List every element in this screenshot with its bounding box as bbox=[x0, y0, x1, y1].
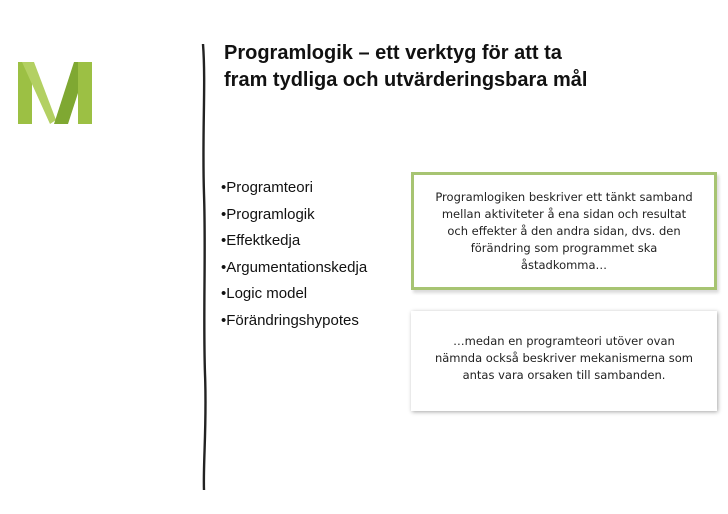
programlogik-description-line: mellan aktiviteter å ena sidan och resultat bbox=[441, 206, 687, 221]
programlogik-description-line: förändring som programmet ska bbox=[470, 240, 658, 255]
programteori-description-line: antas vara orsaken till sambanden. bbox=[462, 367, 666, 382]
programlogik-description-line: och effekter å den andra sidan, dvs. den bbox=[447, 223, 681, 238]
term-list bbox=[221, 178, 367, 338]
slide-title-line-1: Programlogik – ett verktyg för att ta bbox=[224, 42, 562, 64]
programlogik-description-line: Programlogiken beskriver ett tänkt samband bbox=[435, 189, 693, 204]
programlogik-description-line: åstadkomma… bbox=[520, 257, 608, 272]
list-item: •Effektkedja bbox=[221, 232, 301, 250]
programteori-description-line: …medan en programteori utöver ovan bbox=[453, 333, 675, 348]
slide-title bbox=[224, 40, 704, 94]
m-logo-icon bbox=[16, 58, 96, 126]
vertical-divider bbox=[199, 44, 208, 490]
list-item: •Programlogik bbox=[221, 205, 315, 223]
programteori-description-line: nämnda också beskriver mekanismerna som bbox=[434, 350, 694, 365]
list-item: •Argumentationskedja bbox=[221, 258, 368, 276]
programlogik-description-box bbox=[411, 172, 717, 290]
slide-title-line-2: fram tydliga och utvärderingsbara mål bbox=[224, 69, 588, 91]
programteori-description-box bbox=[411, 311, 717, 411]
programlogik-description-text bbox=[435, 189, 692, 274]
list-item: •Logic model bbox=[221, 285, 308, 303]
list-item: •Programteori bbox=[221, 179, 313, 196]
list-item: •Förändringshypotes bbox=[221, 311, 359, 329]
programteori-description-text bbox=[435, 333, 693, 384]
